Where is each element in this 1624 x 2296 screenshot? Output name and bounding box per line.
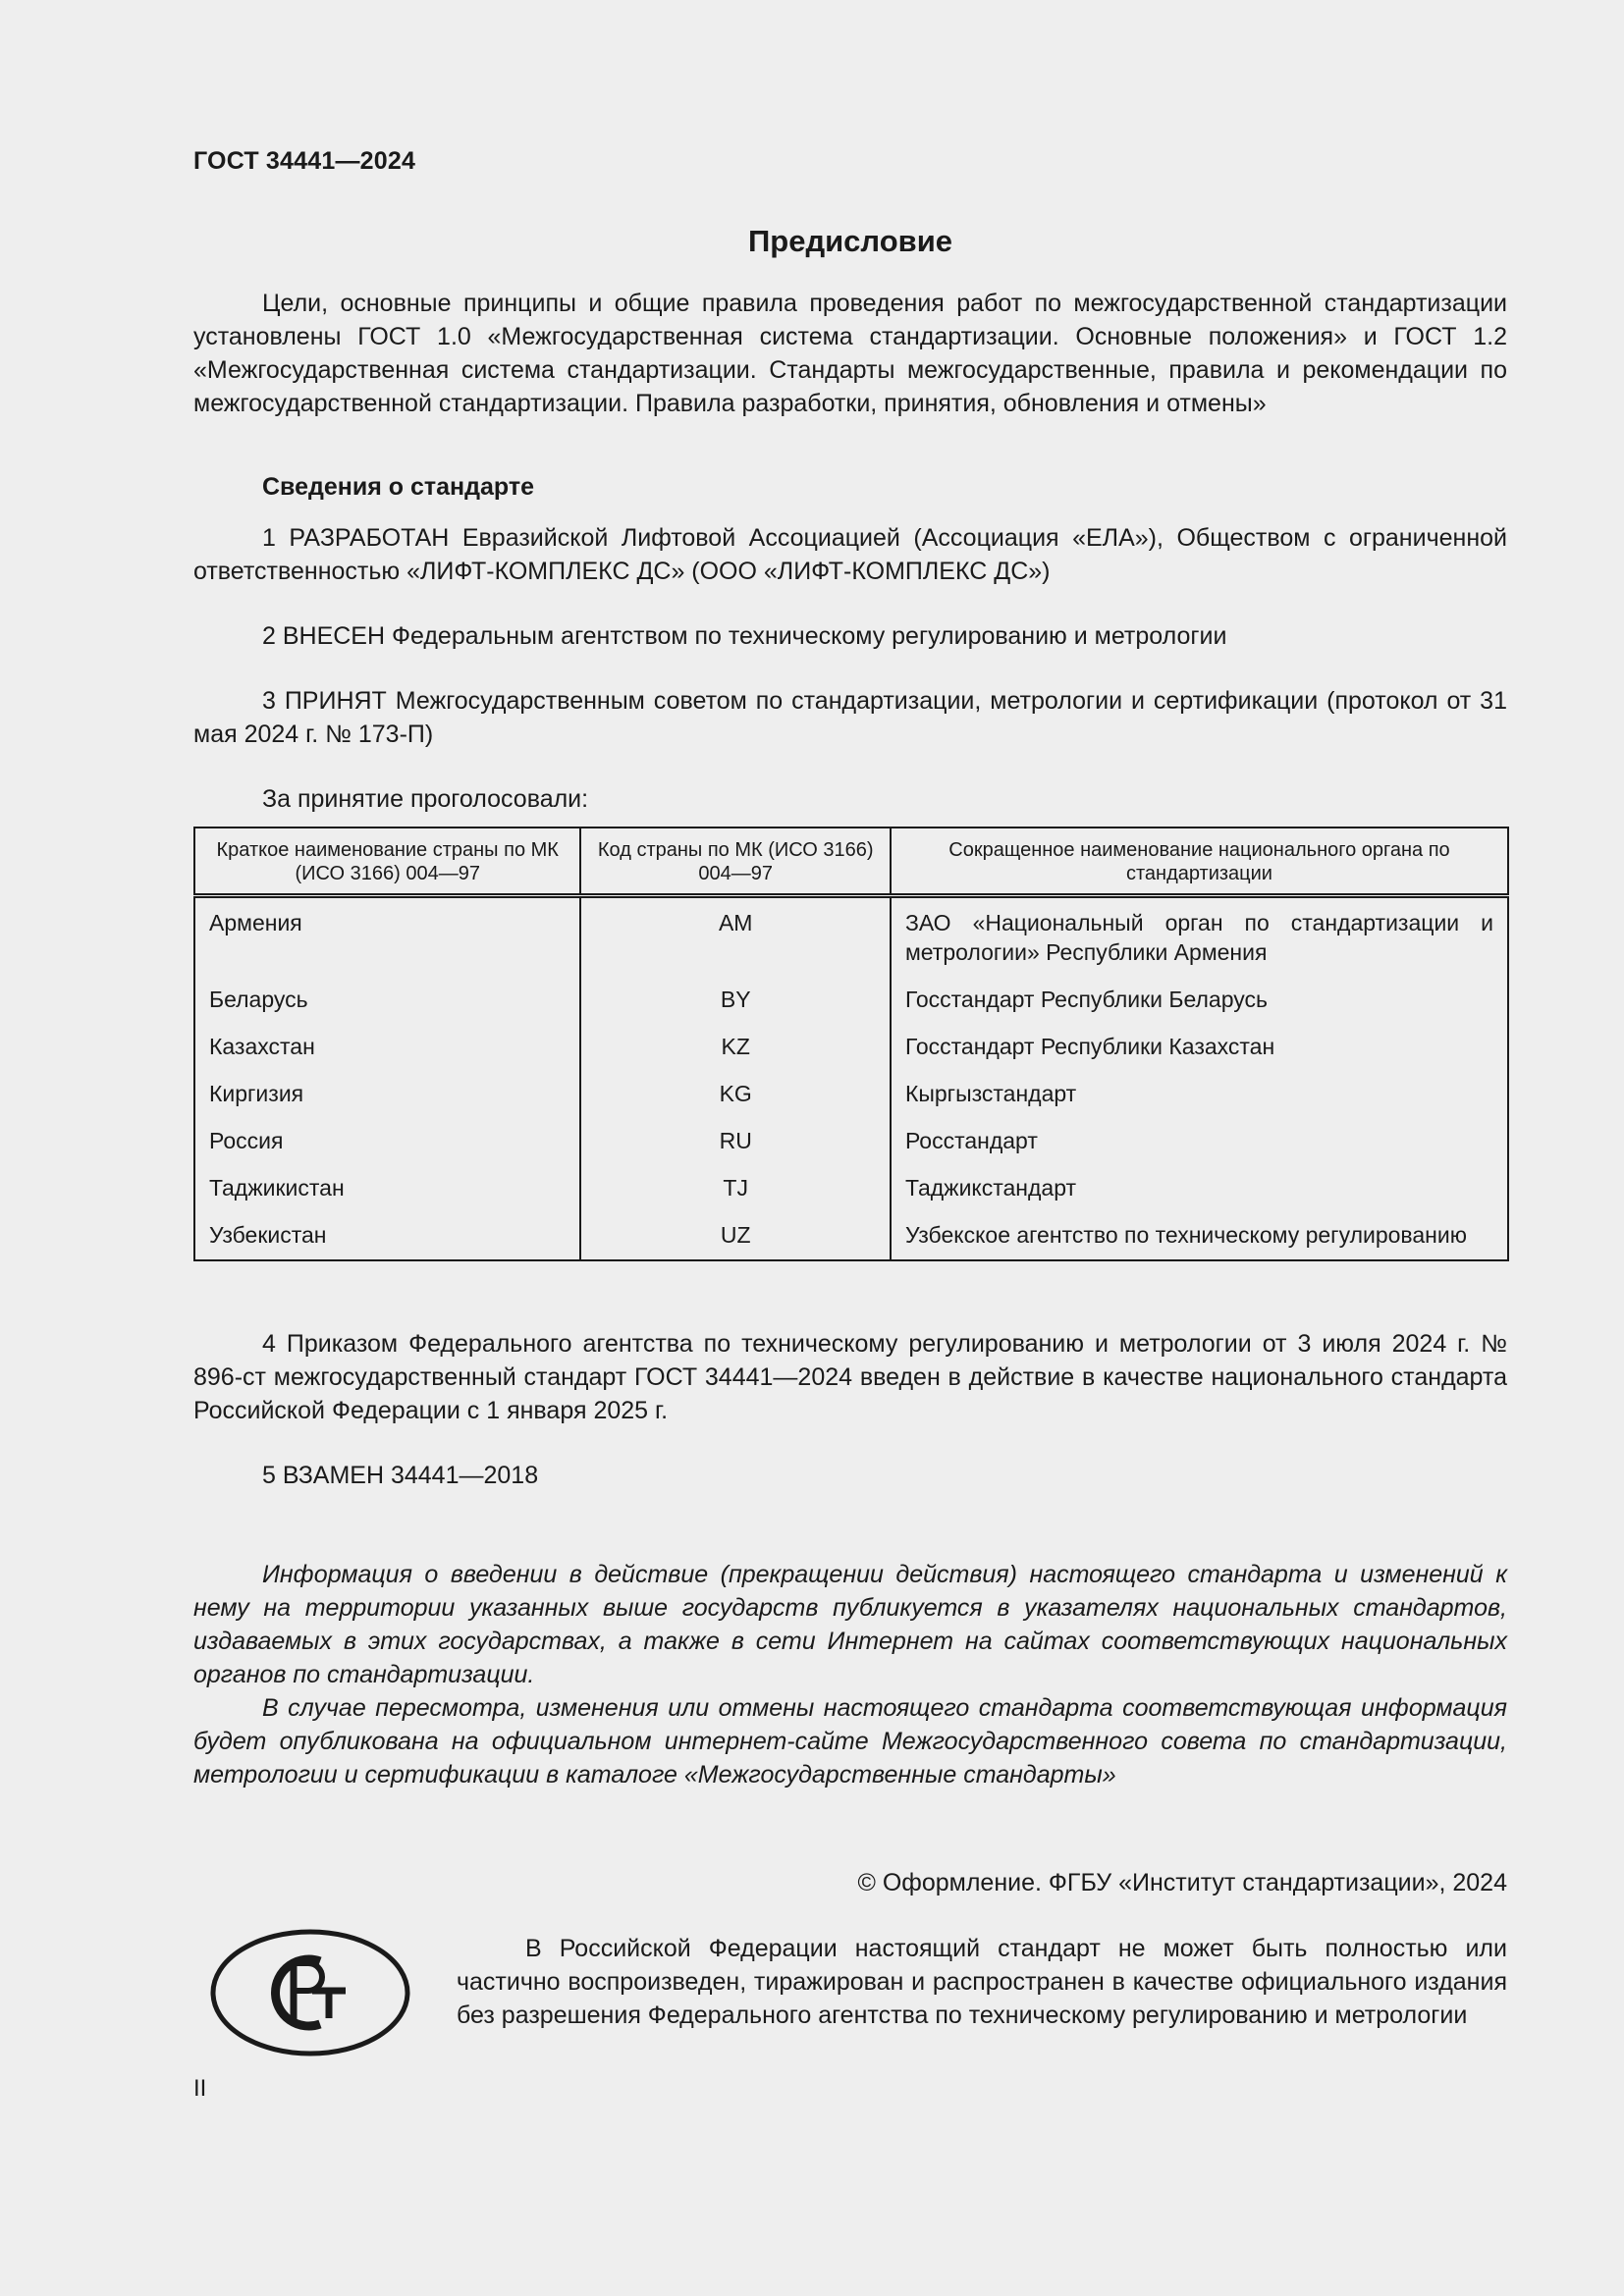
- table-row: [194, 979, 1508, 1026]
- item-submitted: 2 ВНЕСЕН Федеральным агентством по техническому регулированию и метрологии: [262, 622, 1227, 650]
- code-cell: AM: [580, 896, 890, 980]
- country-cell: Армения: [194, 896, 580, 980]
- header-country-code: Код страны по МК (ИСО 3166) 004—97: [580, 828, 890, 896]
- org-cell: ЗАО «Национальный орган по стандартизации и метрологии» Республики Армения: [904, 910, 1493, 965]
- note-revision: В случае пересмотра, изменения или отмены настоящего стандарта соответствующая информация будет опубликована на официальном интернет-сайте Межгосударственного совета по стандартизации, метрологии и сертификации в каталоге «Межгосударственные стандарты»: [193, 1694, 1507, 1789]
- country-cell: Беларусь: [194, 979, 580, 1026]
- country-cell: Таджикистан: [194, 1167, 580, 1214]
- standard-info-title: Сведения о стандарте: [262, 473, 535, 501]
- header-country-name: Краткое наименование страны по МК (ИСО 3166) 004—97: [194, 828, 580, 896]
- code-cell: BY: [580, 979, 890, 1026]
- table-row: [194, 1026, 1508, 1073]
- header-national-body: Сокращенное наименование национального органа по стандартизации: [891, 828, 1508, 896]
- code-cell: RU: [580, 1120, 890, 1167]
- standard-info-title-block: [193, 473, 1507, 502]
- item-5-block: [193, 1459, 1507, 1492]
- code-cell: UZ: [580, 1214, 890, 1260]
- table-row: [194, 1073, 1508, 1120]
- voted-label-block: [193, 782, 1507, 816]
- org-cell: Кыргызстандарт: [904, 1081, 1077, 1106]
- org-cell: Росстандарт: [904, 1128, 1038, 1153]
- org-cell: Таджикстандарт: [904, 1175, 1077, 1201]
- country-cell: Россия: [194, 1120, 580, 1167]
- code-cell: KG: [580, 1073, 890, 1120]
- reproduction-rights: В Российской Федерации настоящий стандарт не может быть полностью или частично воспроизведен, тиражирован и распространен в качестве официального издания без разрешения Федерального агентства по техническому регулированию и метрологии: [457, 1935, 1507, 2029]
- preface-intro-block: [193, 287, 1507, 420]
- voted-label: За принятие проголосовали:: [262, 785, 589, 813]
- country-cell: Киргизия: [194, 1073, 580, 1120]
- item-4-block: [193, 1327, 1507, 1427]
- item-order: 4 Приказом Федерального агентства по техническому регулированию и метрологии от 3 июля 2024 г. № 896-ст межгосударственный стандарт ГОСТ 34441—2024 введен в действие в качестве национального стандарта Российской Федерации с 1 января 2025 г.: [193, 1330, 1507, 1424]
- notes-block: [193, 1558, 1507, 1791]
- country-cell: Казахстан: [194, 1026, 580, 1073]
- item-replaces: 5 ВЗАМЕН 34441—2018: [262, 1462, 539, 1489]
- item-3-block: [193, 684, 1507, 751]
- item-developed: 1 РАЗРАБОТАН Евразийской Лифтовой Ассоциацией (Ассоциация «ЕЛА»), Обществом с ограниченной ответственностью «ЛИФТ-КОМПЛЕКС ДС» (ООО «ЛИФТ-КОМПЛЕКС ДС»): [193, 524, 1507, 585]
- note-info-publication: Информация о введении в действие (прекращении действия) настоящего стандарта и изменений к нему на территории указанных выше государств публикуется в указателях национальных стандартов, издаваемых в этих государствах, а также в сети Интернет на сайтах соответствующих национальных органов по стандартизации.: [193, 1561, 1507, 1688]
- table-row: [194, 1120, 1508, 1167]
- table-row: [194, 1167, 1508, 1214]
- preface-title: Предисловие: [747, 224, 952, 258]
- table-header-row: [194, 828, 1508, 896]
- page-number: II: [193, 2075, 207, 2102]
- org-cell: Госстандарт Республики Беларусь: [904, 987, 1268, 1012]
- table-row: [194, 1214, 1508, 1260]
- item-1-block: [193, 521, 1507, 588]
- rst-logo-icon: [210, 1928, 410, 2057]
- rst-emblem: [210, 1928, 410, 2057]
- voting-table: [193, 827, 1509, 1261]
- org-cell: Госстандарт Республики Казахстан: [904, 1034, 1275, 1059]
- org-cell: Узбекское агентство по техническому регулированию: [904, 1222, 1467, 1248]
- code-cell: TJ: [580, 1167, 890, 1214]
- country-cell: Узбекистан: [194, 1214, 580, 1260]
- item-2-block: [193, 619, 1507, 653]
- table-row: [194, 896, 1508, 980]
- item-adopted: 3 ПРИНЯТ Межгосударственным советом по стандартизации, метрологии и сертификации (протокол от 31 мая 2024 г. № 173-П): [193, 687, 1507, 748]
- preface-intro: Цели, основные принципы и общие правила проведения работ по межгосударственной стандартизации установлены ГОСТ 1.0 «Межгосударственная система стандартизации. Основные положения» и ГОСТ 1.2 «Межгосударственная система стандартизации. Стандарты межгосударственные, правила и рекомендации по межгосударственной стандартизации. Правила разработки, принятия, обновления и отмены»: [193, 290, 1507, 417]
- copyright-line: © Оформление. ФГБУ «Институт стандартизации», 2024: [857, 1869, 1507, 1896]
- code-cell: KZ: [580, 1026, 890, 1073]
- document-code: ГОСТ 34441—2024: [193, 147, 416, 175]
